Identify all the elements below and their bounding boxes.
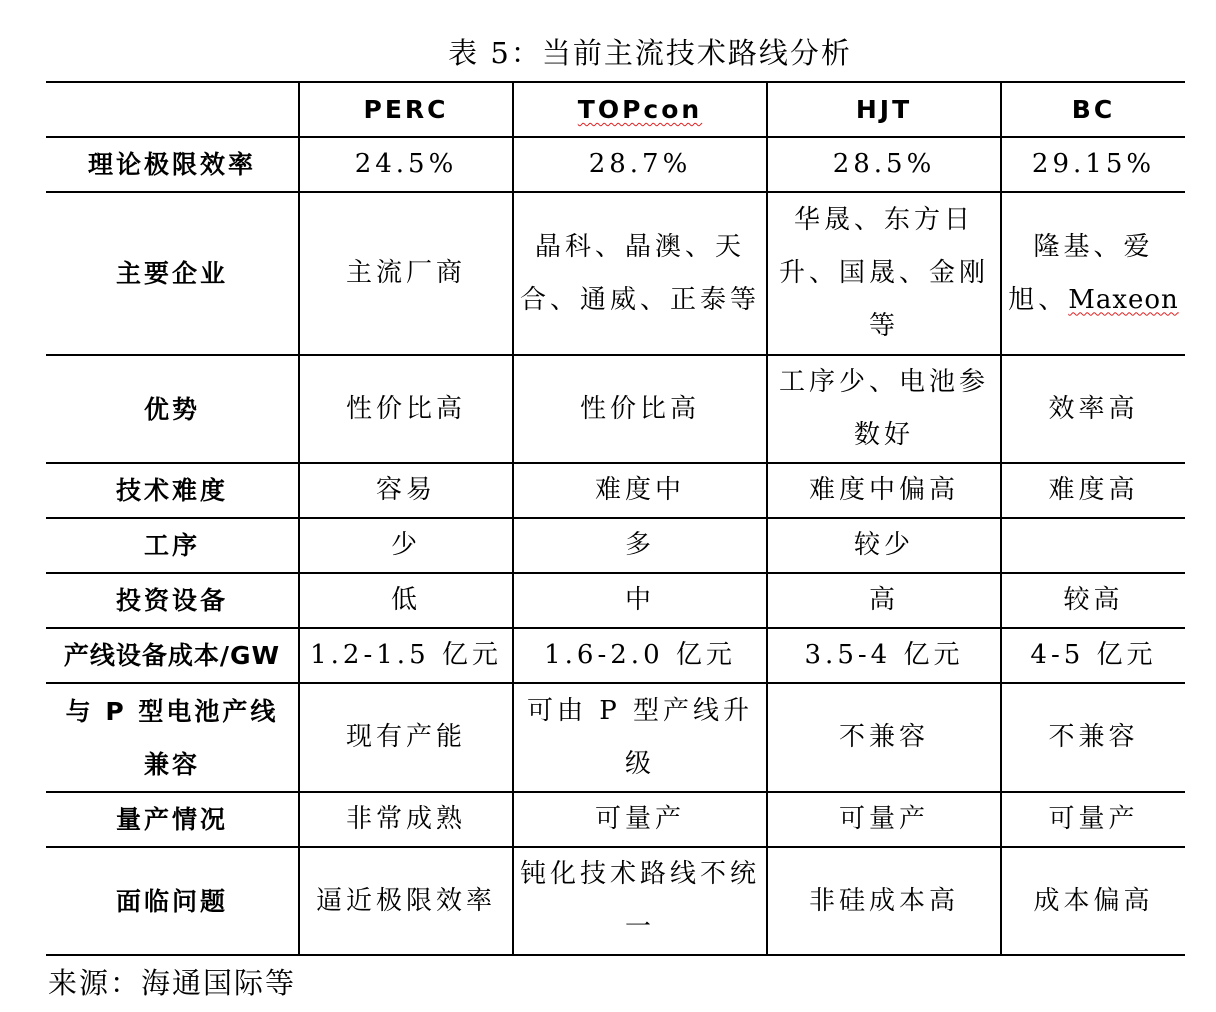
table-cell: 非常成熟 <box>299 792 513 847</box>
row-label: 产线设备成本/GW <box>46 628 299 683</box>
row-label: 工序 <box>46 518 299 573</box>
table-cell <box>1001 192 1185 355</box>
header-perc: PERC <box>299 82 513 137</box>
table-row <box>46 792 1185 847</box>
table-cell: 可量产 <box>767 792 1001 847</box>
table-cell: 华晟、东方日升、国晟、金刚等 <box>767 192 1001 355</box>
header-bc: BC <box>1001 82 1185 137</box>
table-cell <box>1001 518 1185 573</box>
table-cell: 较少 <box>767 518 1001 573</box>
table-cell: 性价比高 <box>513 355 767 463</box>
table-row <box>46 683 1185 792</box>
table-row <box>46 518 1185 573</box>
table-cell: 较高 <box>1001 573 1185 628</box>
table-cell: 钝化技术路线不统一 <box>513 847 767 955</box>
header-topcon <box>513 82 767 137</box>
table-cell: 3.5-4 亿元 <box>767 628 1001 683</box>
table-cell: 难度高 <box>1001 463 1185 518</box>
table-cell: 主流厂商 <box>299 192 513 355</box>
table-cell: 24.5% <box>299 137 513 192</box>
table-cell: 成本偏高 <box>1001 847 1185 955</box>
table-row <box>46 463 1185 518</box>
header-hjt: HJT <box>767 82 1001 137</box>
table-cell: 高 <box>767 573 1001 628</box>
table-cell: 中 <box>513 573 767 628</box>
table-cell: 难度中 <box>513 463 767 518</box>
table-cell: 1.6-2.0 亿元 <box>513 628 767 683</box>
table-row <box>46 355 1185 463</box>
table-row <box>46 573 1185 628</box>
table-cell: 少 <box>299 518 513 573</box>
row-label: 投资设备 <box>46 573 299 628</box>
table-cell: 可量产 <box>1001 792 1185 847</box>
row-label: 主要企业 <box>46 192 299 355</box>
table-cell: 多 <box>513 518 767 573</box>
table-title: 表 5：当前主流技术路线分析 <box>448 36 852 70</box>
table-cell: 逼近极限效率 <box>299 847 513 955</box>
table-header-row <box>46 82 1185 137</box>
table-cell: 现有产能 <box>299 683 513 792</box>
table-cell: 不兼容 <box>1001 683 1185 792</box>
table-cell: 可量产 <box>513 792 767 847</box>
row-label: 优势 <box>46 355 299 463</box>
table-cell: 不兼容 <box>767 683 1001 792</box>
row-label: 技术难度 <box>46 463 299 518</box>
source-note: 来源：海通国际等 <box>48 966 297 1000</box>
table-cell: 工序少、电池参数好 <box>767 355 1001 463</box>
table-cell: 可由 P 型产线升级 <box>513 683 767 792</box>
table-row <box>46 137 1185 192</box>
table-cell: 1.2-1.5 亿元 <box>299 628 513 683</box>
table-cell: 29.15% <box>1001 137 1185 192</box>
table-cell: 晶科、晶澳、天合、通威、正泰等 <box>513 192 767 355</box>
row-label: 量产情况 <box>46 792 299 847</box>
table-cell: 效率高 <box>1001 355 1185 463</box>
row-label: 理论极限效率 <box>46 137 299 192</box>
table-row <box>46 628 1185 683</box>
row-label: 面临问题 <box>46 847 299 955</box>
table-cell: 低 <box>299 573 513 628</box>
row-label: 与 P 型电池产线兼容 <box>46 683 299 792</box>
table-cell: 容易 <box>299 463 513 518</box>
table-row <box>46 192 1185 355</box>
technology-comparison-table <box>46 81 1185 956</box>
table-cell: 非硅成本高 <box>767 847 1001 955</box>
table-cell: 难度中偏高 <box>767 463 1001 518</box>
table-cell: 28.5% <box>767 137 1001 192</box>
bc-companies-maxeon: Maxeon <box>1068 284 1179 315</box>
table-cell: 28.7% <box>513 137 767 192</box>
bc-companies: 隆基、爱旭、 <box>1008 231 1154 315</box>
header-topcon-label: TOPcon <box>577 95 703 124</box>
header-corner <box>46 82 299 137</box>
table-row <box>46 847 1185 955</box>
table-cell: 4-5 亿元 <box>1001 628 1185 683</box>
table-cell: 性价比高 <box>299 355 513 463</box>
